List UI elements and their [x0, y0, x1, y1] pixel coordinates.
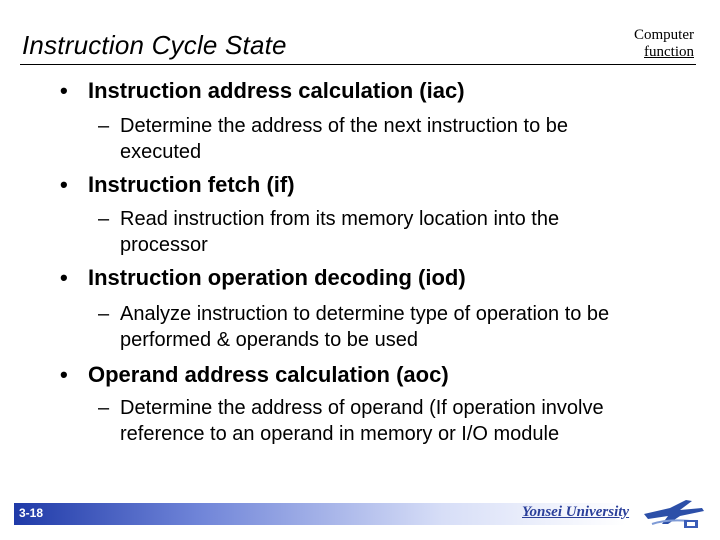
- page-number: 3-18: [19, 506, 44, 520]
- airplane-logo-icon: [640, 494, 706, 532]
- sub-bullet-2-text: Read instruction from its memory location into the processor: [120, 208, 560, 256]
- bullet-dot: •: [60, 78, 68, 103]
- bullet-dot: •: [60, 265, 68, 290]
- sub-bullet-dash: –: [98, 303, 110, 325]
- sub-bullet-dash: –: [98, 397, 110, 419]
- sub-bullet-dash: –: [98, 115, 110, 137]
- sub-bullet-4-text: Determine the address of operand (If operation involve reference to an operand in memory or I/O module: [120, 397, 604, 445]
- sub-bullet-1-text: Determine the address of the next instruction to be executed: [120, 115, 569, 163]
- corner-label-line-2: function: [644, 44, 694, 60]
- sub-bullet-2: [98, 206, 658, 258]
- bullet-3: [60, 265, 466, 291]
- sub-bullet-3-text: Analyze instruction to determine type of operation to be performed & operands to be used: [120, 303, 610, 351]
- bullet-dot: •: [60, 362, 68, 387]
- sub-bullet-dash: –: [98, 208, 110, 230]
- bullet-1: [60, 78, 465, 104]
- title-underline: [20, 64, 696, 65]
- corner-label: [634, 27, 694, 61]
- corner-label-line-1: Computer: [634, 27, 694, 43]
- bullet-dot: •: [60, 172, 68, 197]
- bullet-2-heading: Instruction fetch (if): [88, 172, 295, 197]
- slide-title: Instruction Cycle State: [22, 30, 287, 60]
- bullet-1-heading: Instruction address calculation (iac): [88, 78, 465, 103]
- bullet-3-heading: Instruction operation decoding (iod): [88, 265, 466, 290]
- sub-bullet-3: [98, 301, 658, 353]
- university-name: Yonsei University: [522, 504, 630, 520]
- sub-bullet-4: [98, 395, 658, 447]
- bullet-2: [60, 172, 295, 198]
- sub-bullet-1: [98, 113, 658, 165]
- bullet-4: [60, 362, 449, 388]
- bullet-4-heading: Operand address calculation (aoc): [88, 362, 449, 387]
